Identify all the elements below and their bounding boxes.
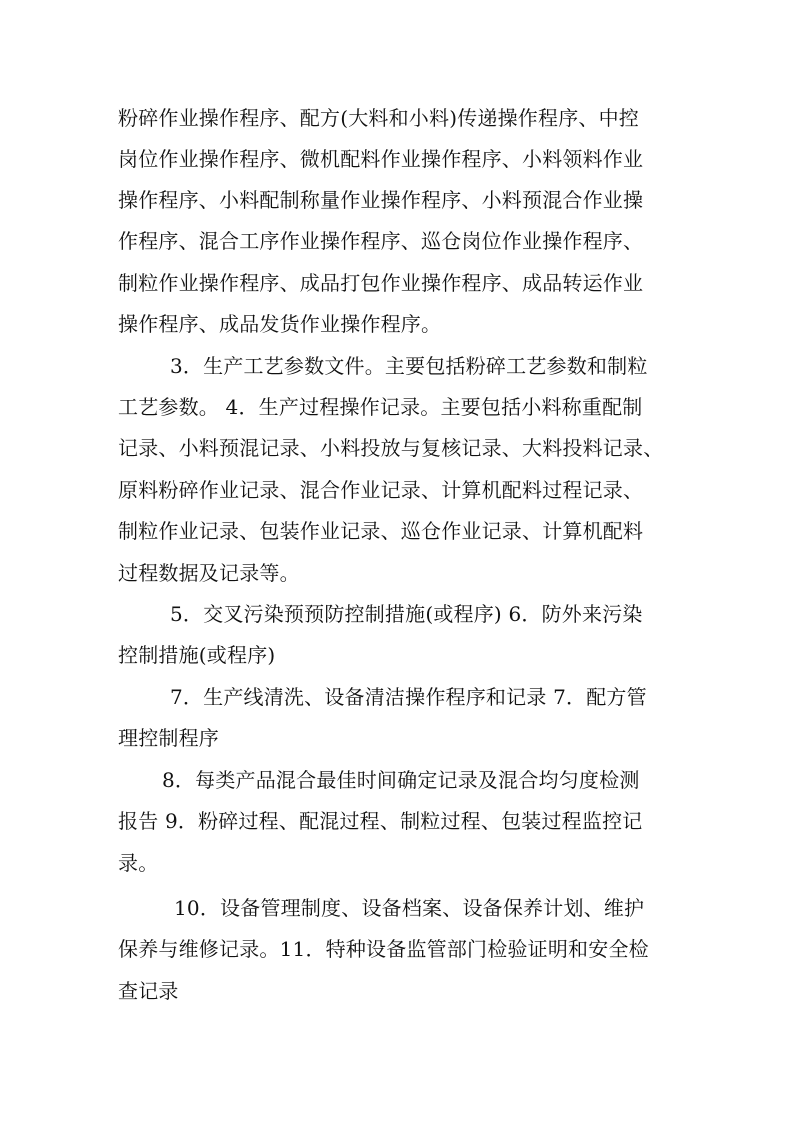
- text-line: 制粒作业记录、包装作业记录、巡仓作业记录、计算机配料: [118, 519, 644, 543]
- text-line: 7．生产线清洗、设备清洁操作程序和记录 7．配方管: [170, 685, 647, 709]
- text-line: 保养与维修记录。11．特种设备监管部门检验证明和安全检: [118, 937, 649, 961]
- text-line: 10．设备管理制度、设备档案、设备保养计划、维护: [174, 896, 645, 920]
- text-line: 控制措施(或程序): [118, 643, 276, 667]
- text-line: 作程序、混合工序作业操作程序、巡仓岗位作业操作程序、: [118, 229, 644, 253]
- text-line: 操作程序、成品发货作业操作程序。: [118, 312, 442, 336]
- text-line: 5．交叉污染预预防控制措施(或程序) 6．防外来污染: [170, 602, 643, 626]
- text-line: 岗位作业操作程序、微机配料作业操作程序、小料领料作业: [118, 147, 644, 171]
- text-line: 粉碎作业操作程序、配方(大料和小料)传递操作程序、中控: [118, 106, 640, 130]
- text-line: 工艺参数。 4．生产过程操作记录。主要包括小料称重配制: [118, 395, 643, 419]
- text-line: 查记录: [118, 979, 179, 1003]
- text-line: 报告 9．粉碎过程、配混过程、制粒过程、包装过程监控记: [118, 809, 643, 833]
- text-line: 记录、小料预混记录、小料投放与复核记录、大料投料记录、: [118, 436, 664, 460]
- text-line: 理控制程序: [118, 726, 219, 750]
- text-line: 8．每类产品混合最佳时间确定记录及混合均匀度检测: [162, 768, 640, 792]
- text-line: 3．生产工艺参数文件。主要包括粉碎工艺参数和制粒: [170, 354, 648, 378]
- text-line: 录。: [118, 851, 159, 875]
- text-line: 过程数据及记录等。: [118, 561, 300, 585]
- text-line: 原料粉碎作业记录、混合作业记录、计算机配料过程记录、: [118, 478, 644, 502]
- text-line: 操作程序、小料配制称量作业操作程序、小料预混合作业操: [118, 188, 644, 212]
- text-line: 制粒作业操作程序、成品打包作业操作程序、成品转运作业: [118, 271, 644, 295]
